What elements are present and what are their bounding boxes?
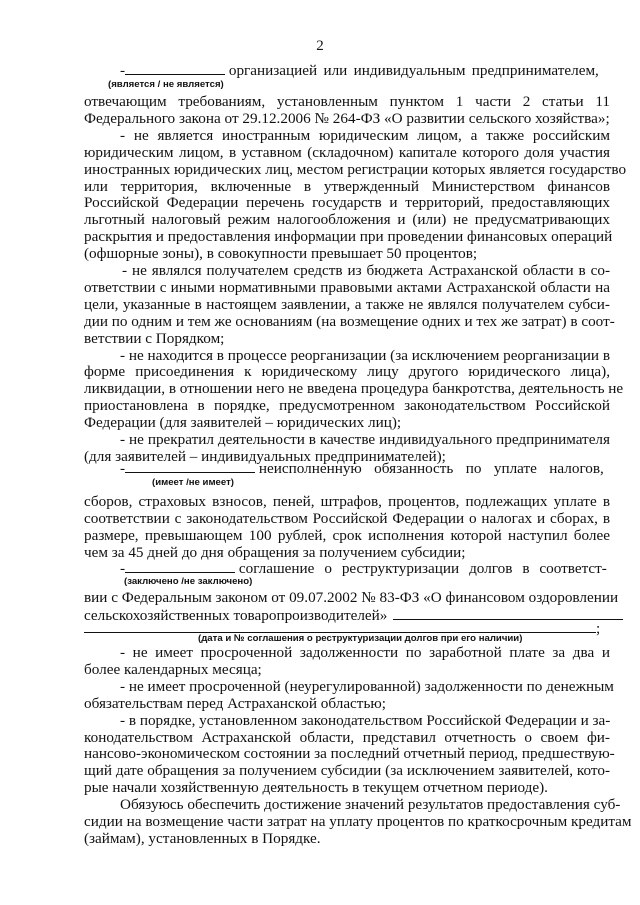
text-line: форме присоединения к юридическому лицу другого юридического лица), bbox=[84, 363, 610, 381]
text-line: размере, превышающем 100 рублей, срок исполнения которой наступил более bbox=[84, 526, 610, 544]
hint-status: (является / не является) bbox=[108, 79, 224, 90]
text-line: юридическим лицом, в уставном (складочном) капитале которого доля участия bbox=[84, 143, 610, 161]
text-line: иностранных юридических лиц, местом регистрации которых является государство bbox=[84, 160, 627, 178]
law-line: вии с Федеральным законом от 09.07.2002 № 83-ФЗ «О финансовом оздоровлении bbox=[84, 589, 619, 606]
text-line: чем за 45 дней до дня обращения за получением субсидии; bbox=[84, 543, 466, 561]
text-line: (займам), установленных в Порядке. bbox=[84, 829, 321, 847]
text-line: - в порядке, установленном законодательством Российской Федерации и за- bbox=[120, 711, 611, 729]
text-line: раскрытия и предоставления информации при проведении финансовых операций bbox=[84, 228, 613, 246]
text-line: сборов, страховых взносов, пеней, штрафов, процентов, подлежащих уплате в bbox=[84, 493, 610, 510]
agreement-date-line: ; bbox=[84, 620, 610, 637]
text-line: щий дате обращения за получением субсидии (за исключением заявителей, кото- bbox=[84, 762, 610, 780]
fill-line-restructuring-text: соглашение о реструктуризации долгов в соответст- bbox=[238, 560, 607, 577]
fill-line-status: - организацией или индивидуальным предпринимателем, bbox=[120, 62, 599, 79]
text-line: Российской Федерации перечень государств и территорий, предоставляющих bbox=[84, 194, 610, 212]
fill-line-debt-text: неисполненную обязанность по уплате налогов, bbox=[258, 460, 604, 477]
text-line: - не находится в процессе реорганизации (за исключением реорганизации в bbox=[120, 346, 610, 364]
text-line: - не прекратил деятельности в качестве индивидуального предпринимателя bbox=[120, 431, 610, 448]
text-line: приостановлена в порядке, предусмотренном законодательством Российской bbox=[84, 397, 610, 415]
hint-restructuring: (заключено /не заключено) bbox=[124, 576, 253, 587]
text-line: Федерального закона от 29.12.2006 № 264-ФЗ «О развитии сельского хозяйства»; bbox=[84, 109, 610, 127]
text-line: обязательствам перед Астраханской областью; bbox=[84, 694, 386, 712]
text-line: - не имеет просроченной (неурегулированной) задолженности по денежным bbox=[120, 677, 614, 695]
text-line: - не являлся получателем средств из бюджета Астраханской области в со- bbox=[122, 262, 610, 279]
fill-line-restructuring: - соглашение о реструктуризации долгов в соответст- bbox=[120, 560, 607, 577]
fill-line-debt: - неисполненную обязанность по уплате налогов, bbox=[120, 460, 604, 477]
text-line: Федерации (для заявителей – юридических лиц); bbox=[84, 414, 402, 432]
text-line: сидии на возмещение части затрат на уплату процентов по краткосрочным кредитам bbox=[84, 813, 632, 830]
page-number: 2 bbox=[316, 38, 324, 54]
fill-line-status-text: организацией или индивидуальным предпринимателем, bbox=[228, 62, 599, 79]
text-line: Обязуюсь обеспечить достижение значений результатов предоставления суб- bbox=[120, 796, 621, 814]
text-line: льготный налоговый режим налогообложения и (или) не предусматривающих bbox=[84, 211, 610, 229]
text-line: цели, указанные в настоящем заявлении, а также не являлся получателем субси- bbox=[84, 295, 610, 313]
text-line: более календарных месяца; bbox=[84, 660, 262, 678]
text-line: отвечающим требованиям, установленным пунктом 1 части 2 статьи 11 bbox=[84, 93, 610, 110]
blank-field-restructuring[interactable] bbox=[125, 560, 235, 573]
hint-agreement-date: (дата и № соглашения о реструктуризации долгов при его наличии) bbox=[198, 633, 523, 644]
text-line: дии по одним и тем же основаниям (на возмещение одних и тех же затрат) в соот- bbox=[84, 312, 615, 330]
text-line: - не является иностранным юридическим лицом, а также российским bbox=[120, 126, 610, 144]
text-line: (для заявителей – индивидуальных предпринимателей); bbox=[84, 447, 446, 465]
text-line: ответствии с иными нормативными правовыми актами Астраханской области на bbox=[84, 278, 610, 296]
blank-field-debt[interactable] bbox=[125, 460, 255, 473]
text-line: рые начали хозяйственную деятельность в текущем отчетном периоде). bbox=[84, 779, 548, 797]
law-line-2: сельскохозяйственных товаропроизводителей» bbox=[84, 607, 610, 624]
text-line: или территория, включенные в утвержденный Министерством финансов bbox=[84, 177, 610, 195]
blank-field-status[interactable] bbox=[125, 62, 225, 75]
text-line: нансово-экономическом состоянии за последний отчетный период, предшествую- bbox=[84, 745, 615, 763]
text-line: ликвидации, в отношении него не введена процедура банкротства, деятельность не bbox=[84, 380, 624, 398]
text-line: соответствии с законодательством Российской Федерации о налогах и сборах, в bbox=[84, 509, 610, 527]
blank-field-agreement-date[interactable] bbox=[84, 620, 596, 633]
text-line: (офшорные зоны), в совокупности превышает 50 процентов; bbox=[84, 245, 478, 263]
hint-debt: (имеет /не имеет) bbox=[152, 477, 234, 488]
text-line: - не имеет просроченной задолженности по заработной плате за два и bbox=[120, 644, 610, 661]
text-line: конодательством Астраханской области, представил отчетность о своем фи- bbox=[84, 728, 610, 746]
blank-field-agreement[interactable] bbox=[393, 607, 623, 620]
text-line: ветствии с Порядком; bbox=[84, 329, 225, 347]
